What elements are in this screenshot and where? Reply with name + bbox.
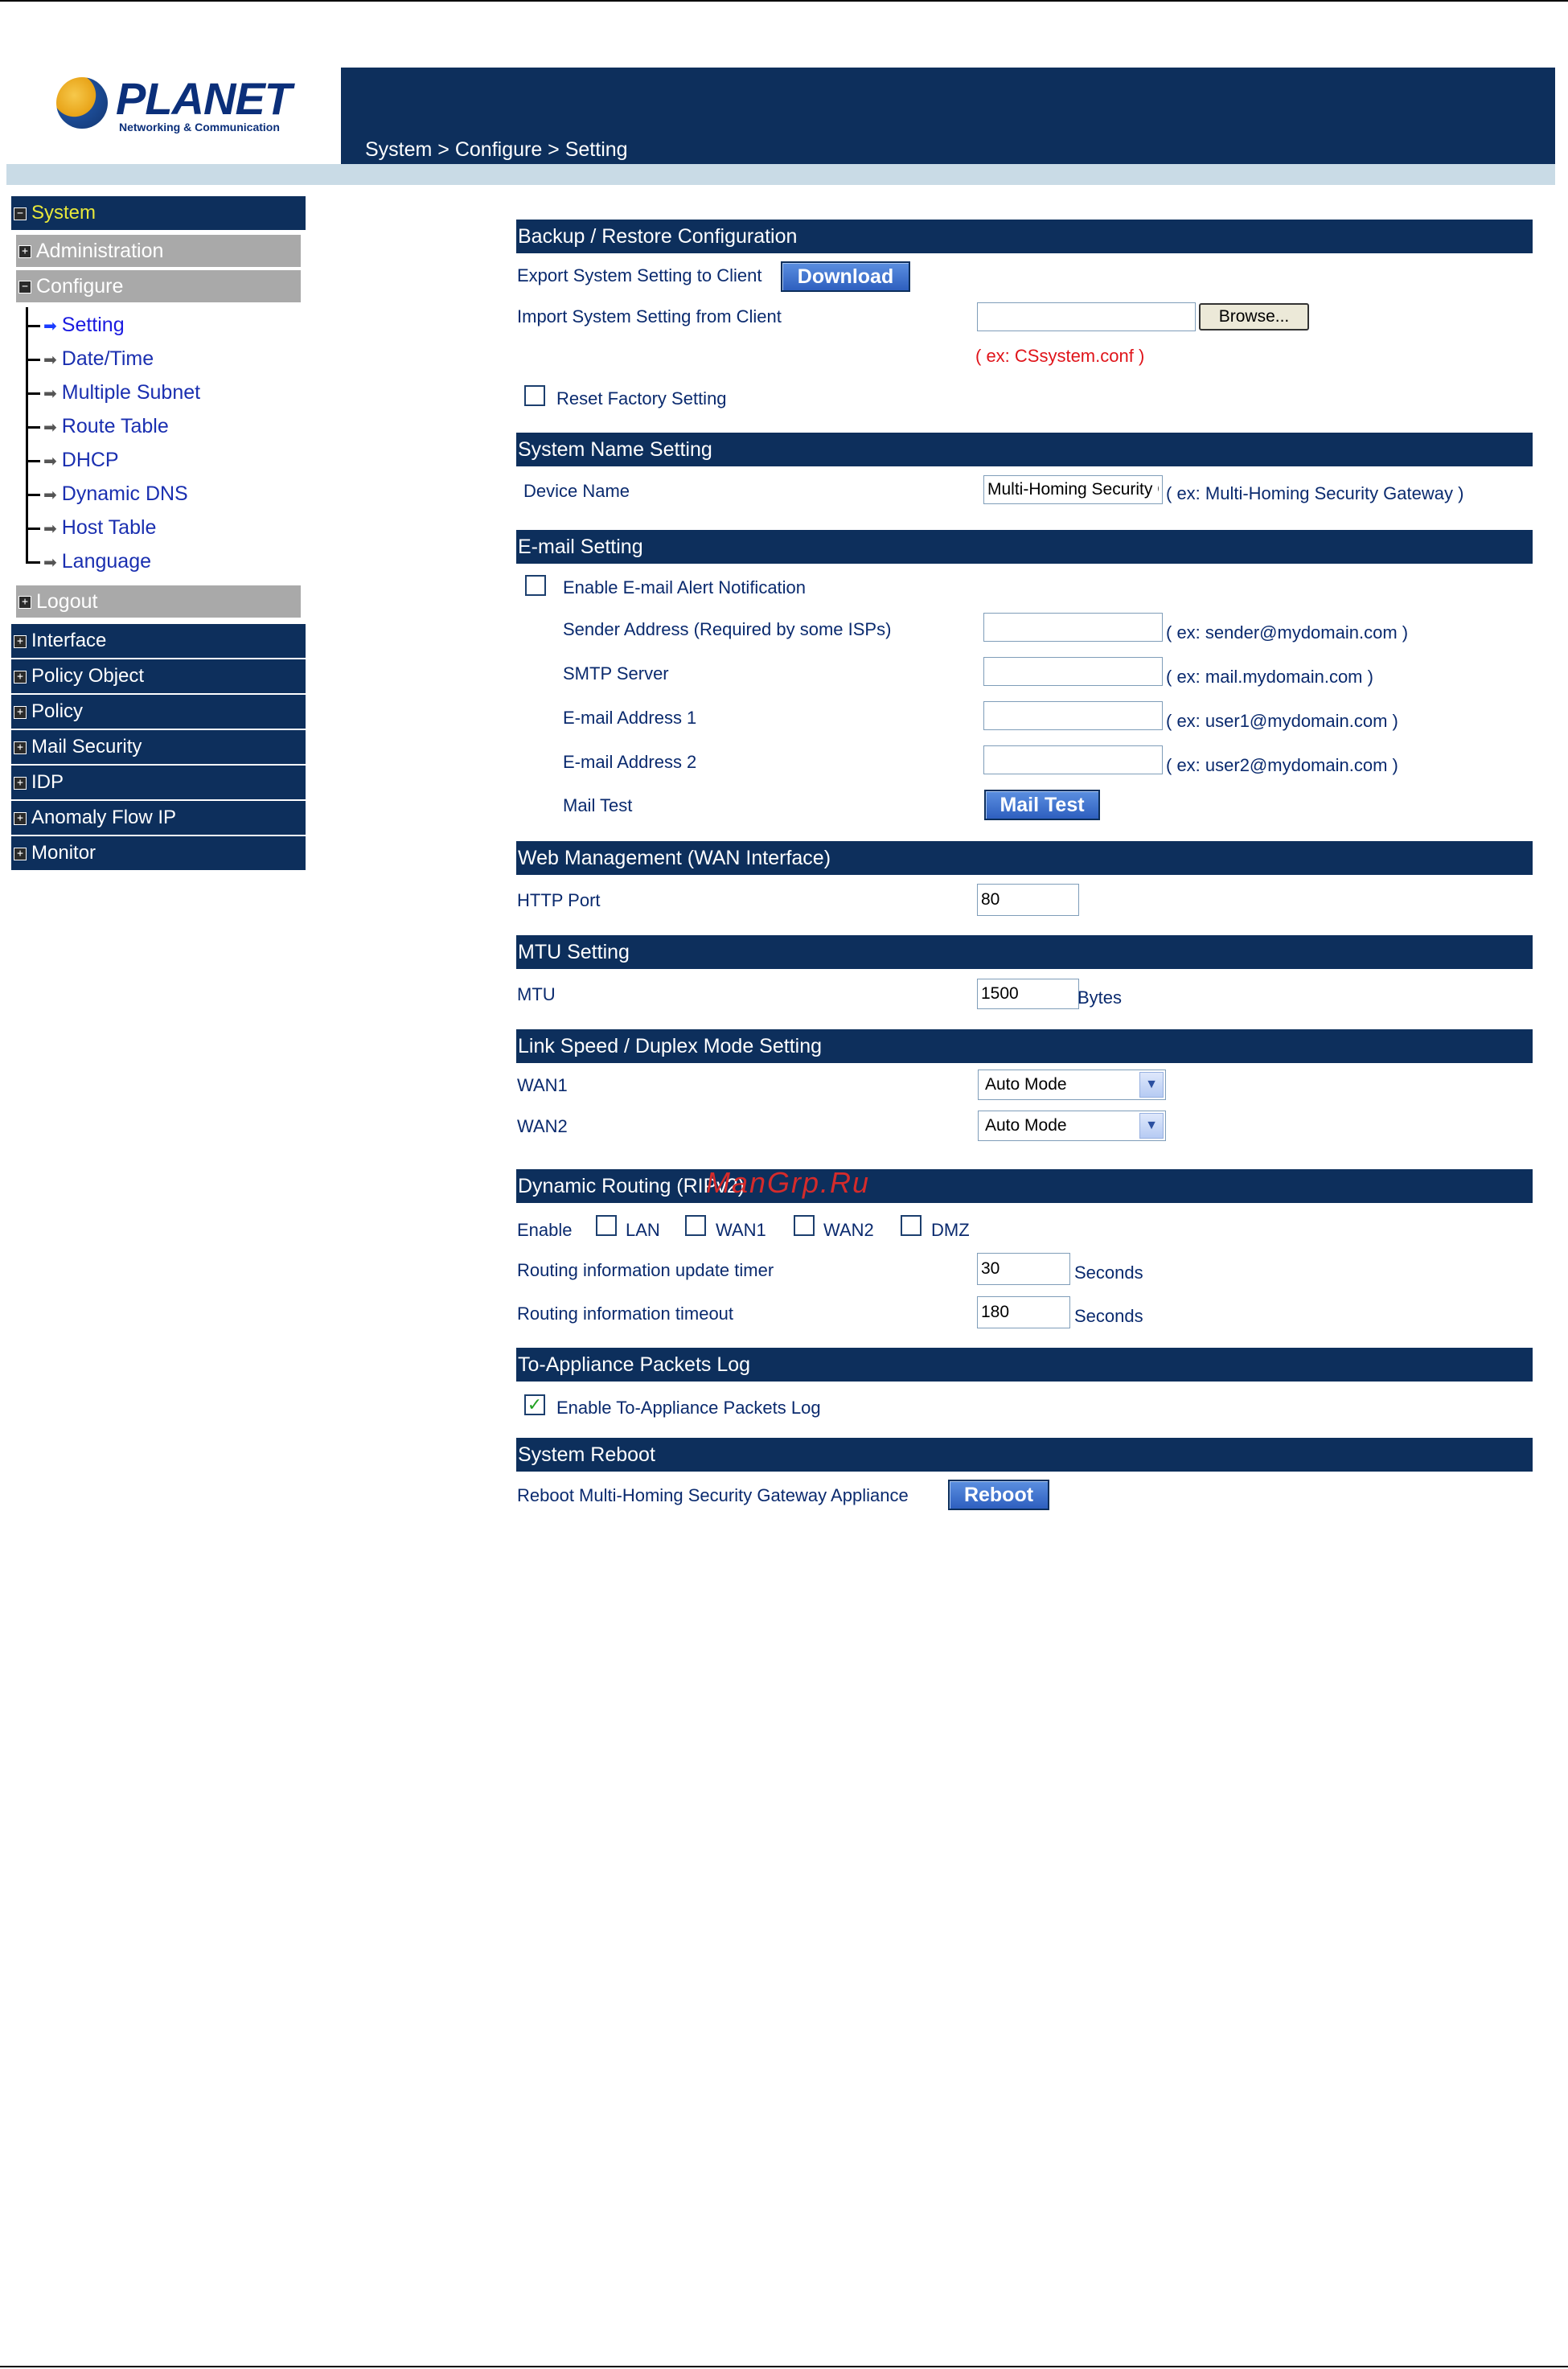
- sidebar-item-configure[interactable]: [16, 270, 301, 302]
- expand-icon: +: [14, 812, 27, 825]
- mtu-input[interactable]: [977, 979, 1079, 1009]
- sidebar-item-interface[interactable]: [11, 624, 306, 658]
- sidebar-item-anomaly-flow-ip[interactable]: [11, 801, 306, 835]
- wan2-label: WAN2: [517, 1116, 568, 1136]
- rip-timeout-label: Routing information timeout: [517, 1304, 734, 1324]
- sidebar-item-dhcp[interactable]: [26, 444, 119, 476]
- mtu-unit: Bytes: [1077, 987, 1123, 1008]
- header-banner: [341, 68, 1555, 164]
- import-hint: ( ex: CSsystem.conf ): [975, 346, 1145, 366]
- sidebar-item-host-table[interactable]: [26, 511, 156, 544]
- sidebar-item-label: Language: [61, 550, 151, 573]
- rip-timeout-input[interactable]: [977, 1296, 1070, 1328]
- email-address-2-input[interactable]: [983, 745, 1163, 774]
- rip-update-input[interactable]: [977, 1253, 1070, 1285]
- export-label: Export System Setting to Client: [517, 265, 762, 285]
- reboot-label: Reboot Multi-Homing Security Gateway Appliance: [517, 1485, 909, 1505]
- arrow-icon: ➡: [43, 520, 57, 538]
- section-dynamic-routing: Dynamic Routing (RIPv2): [516, 1169, 1533, 1203]
- email-address-2-label: E-mail Address 2: [563, 752, 697, 772]
- email-address-1-input[interactable]: [983, 701, 1163, 730]
- sidebar-item-label: Administration: [36, 240, 164, 262]
- sidebar-item-setting[interactable]: [26, 309, 125, 341]
- sidebar-item-policy[interactable]: [11, 695, 306, 729]
- sidebar-item-label: Multiple Subnet: [61, 381, 201, 404]
- arrow-icon: ➡: [43, 453, 57, 470]
- smtp-server-hint: ( ex: mail.mydomain.com ): [1166, 667, 1373, 687]
- enable-email-label: Enable E-mail Alert Notification: [563, 577, 807, 597]
- globe-logo-icon: [56, 77, 108, 129]
- device-name-label: Device Name: [523, 481, 630, 501]
- sidebar-item-datetime[interactable]: [26, 343, 154, 375]
- expand-icon: +: [18, 245, 31, 258]
- sidebar-item-route-table[interactable]: [26, 410, 169, 442]
- rip-wan2-label: WAN2: [823, 1220, 874, 1240]
- sidebar-item-idp[interactable]: [11, 766, 306, 799]
- sidebar-item-multiple-subnet[interactable]: [26, 376, 200, 409]
- mail-test-label: Mail Test: [563, 795, 633, 815]
- email-address-1-hint: ( ex: user1@mydomain.com ): [1166, 711, 1398, 731]
- sender-address-input[interactable]: [983, 613, 1163, 642]
- wan1-mode-value: Auto Mode: [985, 1075, 1067, 1094]
- http-port-label: HTTP Port: [517, 890, 601, 910]
- section-link-speed: Link Speed / Duplex Mode Setting: [516, 1029, 1533, 1063]
- sidebar-item-label: DHCP: [61, 449, 119, 471]
- section-mtu: MTU Setting: [516, 935, 1533, 969]
- expand-icon: +: [14, 848, 27, 860]
- sender-address-hint: ( ex: sender@mydomain.com ): [1166, 622, 1409, 643]
- chevron-down-icon[interactable]: ▼: [1139, 1113, 1164, 1139]
- wan2-mode-value: Auto Mode: [985, 1116, 1067, 1135]
- packets-log-checkbox[interactable]: ✓: [524, 1394, 545, 1415]
- expand-icon: +: [14, 706, 27, 719]
- chevron-down-icon[interactable]: ▼: [1139, 1072, 1164, 1098]
- sidebar-item-label: Host Table: [61, 516, 157, 539]
- reboot-button[interactable]: Reboot: [948, 1480, 1049, 1510]
- header-strip: [6, 164, 1555, 185]
- packets-log-label: Enable To-Appliance Packets Log: [556, 1398, 821, 1418]
- sidebar-item-label: Date/Time: [61, 347, 154, 370]
- download-button[interactable]: Download: [781, 261, 910, 292]
- enable-email-checkbox[interactable]: [525, 575, 546, 596]
- wan1-label: WAN1: [517, 1075, 568, 1095]
- sidebar-item-label: Route Table: [61, 415, 169, 437]
- arrow-icon: ➡: [43, 554, 57, 572]
- logo-subtitle: Networking & Communication: [119, 121, 280, 133]
- sidebar-item-label: Logout: [36, 590, 98, 613]
- email-address-1-label: E-mail Address 1: [563, 708, 697, 728]
- logo: [6, 68, 341, 164]
- expand-icon: +: [14, 671, 27, 684]
- sidebar-item-logout[interactable]: [16, 585, 301, 618]
- rip-timeout-unit: Seconds: [1074, 1306, 1143, 1326]
- sidebar-item-label: System: [31, 202, 96, 224]
- browse-button[interactable]: Browse...: [1199, 303, 1309, 331]
- sidebar-item-label: Interface: [31, 630, 107, 651]
- sidebar-item-mail-security[interactable]: [11, 730, 306, 764]
- mtu-label: MTU: [517, 984, 556, 1004]
- sender-address-label: Sender Address (Required by some ISPs): [563, 619, 892, 639]
- sidebar-item-language[interactable]: [26, 545, 151, 577]
- rip-dmz-label: DMZ: [931, 1220, 970, 1240]
- expand-icon: +: [14, 741, 27, 754]
- sidebar-item-dynamic-dns[interactable]: [26, 478, 188, 510]
- section-system-reboot: System Reboot: [516, 1438, 1533, 1472]
- sidebar-item-label: Anomaly Flow IP: [31, 807, 177, 828]
- rip-update-unit: Seconds: [1074, 1263, 1143, 1283]
- arrow-icon: ➡: [43, 351, 57, 369]
- rip-update-label: Routing information update timer: [517, 1260, 774, 1280]
- reset-factory-checkbox[interactable]: [524, 385, 545, 406]
- expand-icon: +: [14, 635, 27, 648]
- section-email: E-mail Setting: [516, 530, 1533, 564]
- rip-lan-checkbox[interactable]: [596, 1215, 617, 1236]
- rip-enable-label: Enable: [517, 1220, 573, 1240]
- arrow-icon: ➡: [43, 385, 57, 403]
- import-file-input[interactable]: [977, 302, 1196, 331]
- device-name-input[interactable]: [983, 475, 1163, 504]
- collapse-icon: −: [14, 207, 27, 220]
- section-packets-log: To-Appliance Packets Log: [516, 1348, 1533, 1382]
- expand-icon: +: [14, 777, 27, 790]
- sidebar-item-administration[interactable]: [16, 235, 301, 267]
- rip-dmz-checkbox[interactable]: [901, 1215, 922, 1236]
- sidebar-item-label: IDP: [31, 771, 64, 793]
- arrow-icon: ➡: [43, 419, 57, 437]
- sidebar-item-system[interactable]: [11, 196, 306, 230]
- import-label: Import System Setting from Client: [517, 306, 782, 326]
- section-system-name: System Name Setting: [516, 433, 1533, 466]
- section-web-management: Web Management (WAN Interface): [516, 841, 1533, 875]
- smtp-server-label: SMTP Server: [563, 663, 669, 684]
- logo-text: PLANET: [116, 73, 291, 124]
- sidebar-item-label: Policy: [31, 700, 84, 722]
- device-name-hint: ( ex: Multi-Homing Security Gateway ): [1166, 483, 1464, 503]
- sidebar-item-policy-object[interactable]: [11, 659, 306, 693]
- collapse-icon: −: [18, 281, 31, 294]
- sidebar-item-label: Setting: [61, 314, 125, 336]
- rip-wan1-checkbox[interactable]: [685, 1215, 706, 1236]
- breadcrumb: System > Configure > Setting: [365, 138, 628, 161]
- section-backup-restore: Backup / Restore Configuration: [516, 220, 1533, 253]
- mail-test-button[interactable]: Mail Test: [984, 790, 1100, 820]
- reset-factory-label: Reset Factory Setting: [556, 388, 727, 409]
- smtp-server-input[interactable]: [983, 657, 1163, 686]
- arrow-icon: ➡: [43, 318, 57, 335]
- expand-icon: +: [18, 596, 31, 609]
- sidebar-item-label: Dynamic DNS: [61, 482, 188, 505]
- http-port-input[interactable]: [977, 884, 1079, 916]
- rip-wan1-label: WAN1: [716, 1220, 766, 1240]
- sidebar-item-label: Mail Security: [31, 736, 142, 758]
- sidebar-item-label: Monitor: [31, 842, 96, 864]
- wan2-mode-select[interactable]: [978, 1111, 1166, 1141]
- email-address-2-hint: ( ex: user2@mydomain.com ): [1166, 755, 1398, 775]
- bottom-rule: [0, 2366, 1568, 2367]
- sidebar-item-label: Configure: [36, 275, 124, 298]
- watermark: ManGrp.Ru: [706, 1166, 871, 1199]
- arrow-icon: ➡: [43, 487, 57, 504]
- wan1-mode-select[interactable]: [978, 1070, 1166, 1100]
- rip-wan2-checkbox[interactable]: [794, 1215, 815, 1236]
- sidebar-item-label: Policy Object: [31, 665, 145, 687]
- sidebar-item-monitor[interactable]: [11, 836, 306, 870]
- top-rule: [0, 0, 1568, 2]
- rip-lan-label: LAN: [626, 1220, 660, 1240]
